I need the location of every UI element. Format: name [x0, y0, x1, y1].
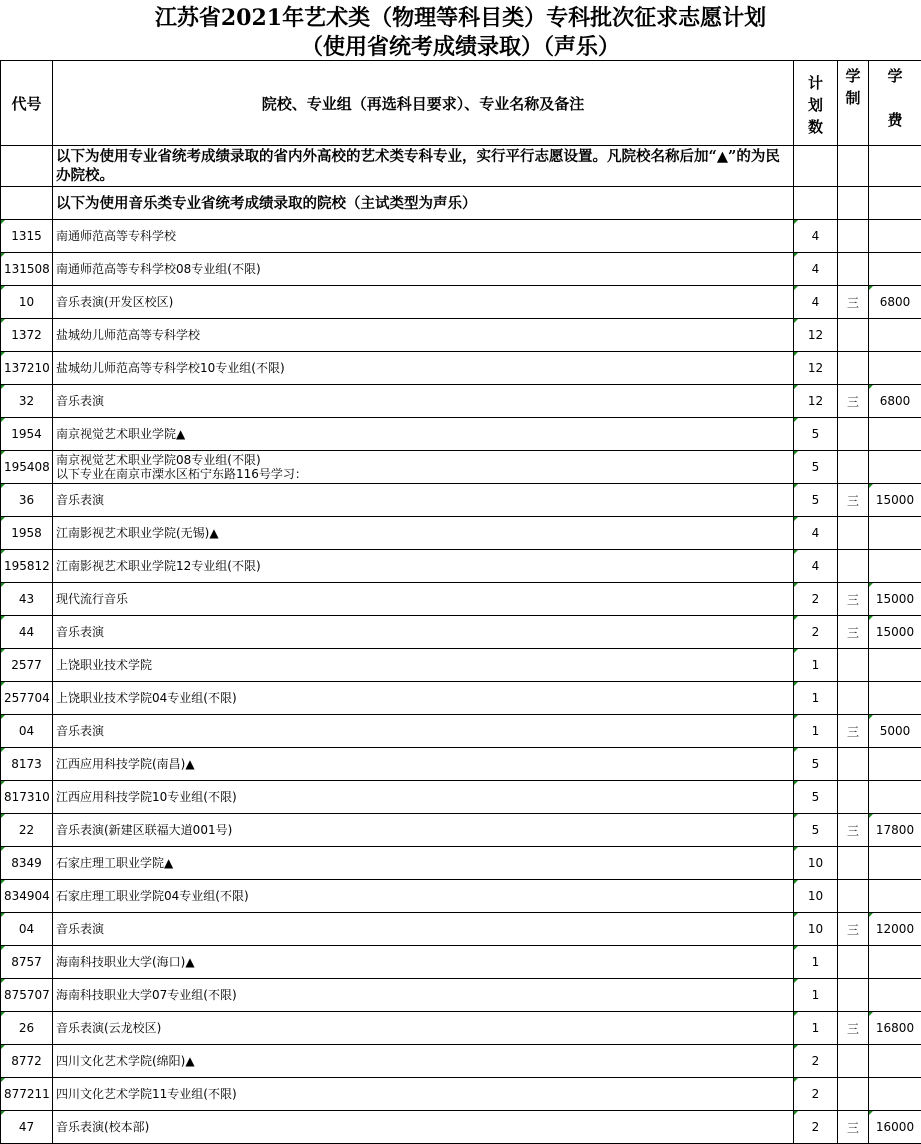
row-fee: [869, 220, 921, 253]
row-years: 三: [838, 286, 869, 319]
row-years: [838, 847, 869, 880]
row-fee: 5000: [869, 715, 921, 748]
table-row: [1, 913, 921, 946]
row-years: 三: [838, 484, 869, 517]
row-years: [838, 979, 869, 1012]
row-code: 10: [1, 286, 53, 319]
header-fee: 学费: [887, 54, 903, 142]
table-row: [1, 1078, 921, 1111]
row-code: 195812: [1, 550, 53, 583]
row-plan: 1: [794, 1012, 838, 1045]
table-row: [1, 418, 921, 451]
row-plan: 4: [794, 286, 838, 319]
row-years: [838, 451, 869, 484]
row-plan: 1: [794, 979, 838, 1012]
header-name: 院校、专业组（再选科目要求）、专业名称及备注: [53, 61, 794, 146]
row-code: 32: [1, 385, 53, 418]
row-code: 2577: [1, 649, 53, 682]
row-name: 音乐表演(校本部): [53, 1111, 794, 1144]
row-name: 南通师范高等专科学校: [53, 220, 794, 253]
subnote-row: [1, 187, 921, 220]
row-name: 音乐表演(新建区联福大道001号): [53, 814, 794, 847]
row-fee: [869, 517, 921, 550]
row-code: 257704: [1, 682, 53, 715]
row-years: [838, 880, 869, 913]
row-plan: 4: [794, 517, 838, 550]
row-plan: 5: [794, 748, 838, 781]
subnote-text: 以下为使用音乐类专业省统考成绩录取的院校（主试类型为声乐）: [53, 187, 794, 220]
header-years-cell: [838, 61, 869, 146]
table-row: [1, 814, 921, 847]
row-years: [838, 682, 869, 715]
table-row: [1, 286, 921, 319]
row-plan: 2: [794, 1111, 838, 1144]
row-fee: 17800: [869, 814, 921, 847]
row-plan: 1: [794, 682, 838, 715]
row-plan: 12: [794, 385, 838, 418]
row-years: [838, 220, 869, 253]
row-code: 04: [1, 715, 53, 748]
row-code: 137210: [1, 352, 53, 385]
row-code: 43: [1, 583, 53, 616]
row-code: 22: [1, 814, 53, 847]
table-row: [1, 946, 921, 979]
row-fee: [869, 1078, 921, 1111]
table-row: [1, 748, 921, 781]
header-fee-cell: [869, 61, 921, 146]
row-name: 上饶职业技术学院: [53, 649, 794, 682]
row-plan: 2: [794, 1045, 838, 1078]
row-fee: 16800: [869, 1012, 921, 1045]
page-title: 江苏省2021年艺术类（物理等科目类）专科批次征求志愿计划: [0, 4, 921, 32]
row-name: 石家庄理工职业学院▲: [53, 847, 794, 880]
row-years: [838, 1078, 869, 1111]
row-fee: 6800: [869, 385, 921, 418]
row-plan: 5: [794, 418, 838, 451]
row-fee: [869, 352, 921, 385]
row-years: [838, 1045, 869, 1078]
row-code: 8349: [1, 847, 53, 880]
table-row: [1, 979, 921, 1012]
row-name: 音乐表演(云龙校区): [53, 1012, 794, 1045]
row-code: 1315: [1, 220, 53, 253]
row-plan: 5: [794, 814, 838, 847]
row-name: 海南科技职业大学07专业组(不限): [53, 979, 794, 1012]
row-fee: 12000: [869, 913, 921, 946]
row-plan: 10: [794, 847, 838, 880]
table-row: [1, 682, 921, 715]
row-fee: [869, 253, 921, 286]
row-code: 877211: [1, 1078, 53, 1111]
row-name: 音乐表演(开发区校区): [53, 286, 794, 319]
table-row: [1, 715, 921, 748]
row-years: [838, 253, 869, 286]
row-fee: [869, 550, 921, 583]
row-name: 南京视觉艺术职业学院▲: [53, 418, 794, 451]
row-name-line: 以下专业在南京市溧水区柘宁东路116号学习：: [56, 467, 790, 481]
row-years: 三: [838, 814, 869, 847]
row-code: 875707: [1, 979, 53, 1012]
table-row: [1, 847, 921, 880]
row-fee: [869, 1045, 921, 1078]
row-fee: [869, 649, 921, 682]
row-plan: 5: [794, 451, 838, 484]
row-plan: 2: [794, 1078, 838, 1111]
row-plan: 10: [794, 880, 838, 913]
row-name: 音乐表演: [53, 484, 794, 517]
row-years: [838, 418, 869, 451]
note-text: 以下为使用专业省统考成绩录取的省内外高校的艺术类专科专业，实行平行志愿设置。凡院校名称后加“▲”的为民办院校。: [53, 146, 794, 187]
table-row: [1, 550, 921, 583]
table-row: [1, 220, 921, 253]
row-plan: 1: [794, 649, 838, 682]
row-fee: [869, 682, 921, 715]
row-fee: [869, 847, 921, 880]
row-fee: 15000: [869, 583, 921, 616]
table-row: [1, 583, 921, 616]
row-plan: 12: [794, 319, 838, 352]
table-header: [1, 61, 921, 146]
row-name: 四川文化艺术学院(绵阳)▲: [53, 1045, 794, 1078]
header-plan-cell: [794, 61, 838, 146]
table-row: [1, 649, 921, 682]
row-code: 195408: [1, 451, 53, 484]
table-row: [1, 616, 921, 649]
row-code: 36: [1, 484, 53, 517]
row-code: 8173: [1, 748, 53, 781]
row-plan: 4: [794, 253, 838, 286]
row-name: 盐城幼儿师范高等专科学校: [53, 319, 794, 352]
row-code: 1958: [1, 517, 53, 550]
row-code: 47: [1, 1111, 53, 1144]
row-code: 44: [1, 616, 53, 649]
row-name: 江西应用科技学院(南昌)▲: [53, 748, 794, 781]
table-row: [1, 385, 921, 418]
row-years: [838, 550, 869, 583]
row-years: [838, 781, 869, 814]
row-fee: [869, 319, 921, 352]
row-code: 8772: [1, 1045, 53, 1078]
row-name: 江西应用科技学院10专业组(不限): [53, 781, 794, 814]
row-years: [838, 352, 869, 385]
plan-table: [0, 60, 921, 1144]
row-name: 江南影视艺术职业学院(无锡)▲: [53, 517, 794, 550]
row-fee: 15000: [869, 616, 921, 649]
row-name: 音乐表演: [53, 385, 794, 418]
row-fee: [869, 880, 921, 913]
table-row: [1, 1012, 921, 1045]
row-code: 8757: [1, 946, 53, 979]
row-fee: 6800: [869, 286, 921, 319]
table-row: [1, 319, 921, 352]
row-plan: 5: [794, 781, 838, 814]
row-code: 26: [1, 1012, 53, 1045]
row-name: 音乐表演: [53, 616, 794, 649]
row-name: 音乐表演: [53, 715, 794, 748]
row-plan: 10: [794, 913, 838, 946]
row-plan: 2: [794, 616, 838, 649]
header-years: 学制: [845, 65, 861, 109]
row-years: 三: [838, 616, 869, 649]
row-plan: 4: [794, 550, 838, 583]
row-code: 1954: [1, 418, 53, 451]
row-fee: 16000: [869, 1111, 921, 1144]
row-years: 三: [838, 913, 869, 946]
row-plan: 1: [794, 715, 838, 748]
row-name: 音乐表演: [53, 913, 794, 946]
row-code: 834904: [1, 880, 53, 913]
row-name: 南通师范高等专科学校08专业组(不限): [53, 253, 794, 286]
row-years: [838, 946, 869, 979]
row-code: 131508: [1, 253, 53, 286]
table-row: [1, 781, 921, 814]
row-plan: 4: [794, 220, 838, 253]
row-plan: 2: [794, 583, 838, 616]
row-years: [838, 319, 869, 352]
row-name: 上饶职业技术学院04专业组(不限): [53, 682, 794, 715]
row-plan: 1: [794, 946, 838, 979]
table-row: [1, 1111, 921, 1144]
header-code: 代号: [1, 61, 53, 146]
row-name: 四川文化艺术学院11专业组(不限): [53, 1078, 794, 1111]
row-name: 石家庄理工职业学院04专业组(不限): [53, 880, 794, 913]
row-fee: [869, 781, 921, 814]
header-plan: 计划数: [808, 72, 824, 138]
row-code: 1372: [1, 319, 53, 352]
table-row: [1, 517, 921, 550]
row-years: [838, 517, 869, 550]
table-row: [1, 484, 921, 517]
row-years: 三: [838, 1012, 869, 1045]
row-fee: [869, 946, 921, 979]
row-code: 817310: [1, 781, 53, 814]
row-years: [838, 748, 869, 781]
table-row: [1, 880, 921, 913]
row-fee: [869, 451, 921, 484]
note-row: [1, 146, 921, 187]
row-fee: [869, 748, 921, 781]
row-name: 现代流行音乐: [53, 583, 794, 616]
table-row: [1, 1045, 921, 1078]
row-years: 三: [838, 715, 869, 748]
row-plan: 5: [794, 484, 838, 517]
row-years: [838, 649, 869, 682]
row-years: 三: [838, 1111, 869, 1144]
row-fee: [869, 418, 921, 451]
row-code: 04: [1, 913, 53, 946]
row-years: 三: [838, 385, 869, 418]
table-row: [1, 451, 921, 484]
row-name: 盐城幼儿师范高等专科学校10专业组(不限): [53, 352, 794, 385]
row-name: 海南科技职业大学(海口)▲: [53, 946, 794, 979]
table-row: [1, 253, 921, 286]
table-row: [1, 352, 921, 385]
row-fee: 15000: [869, 484, 921, 517]
row-years: 三: [838, 583, 869, 616]
row-name-line: 南京视觉艺术职业学院08专业组(不限): [56, 453, 790, 467]
row-fee: [869, 979, 921, 1012]
row-plan: 12: [794, 352, 838, 385]
row-name: [53, 451, 794, 484]
page-subtitle: （使用省统考成绩录取）（声乐）: [0, 33, 921, 61]
row-name: 江南影视艺术职业学院12专业组(不限): [53, 550, 794, 583]
